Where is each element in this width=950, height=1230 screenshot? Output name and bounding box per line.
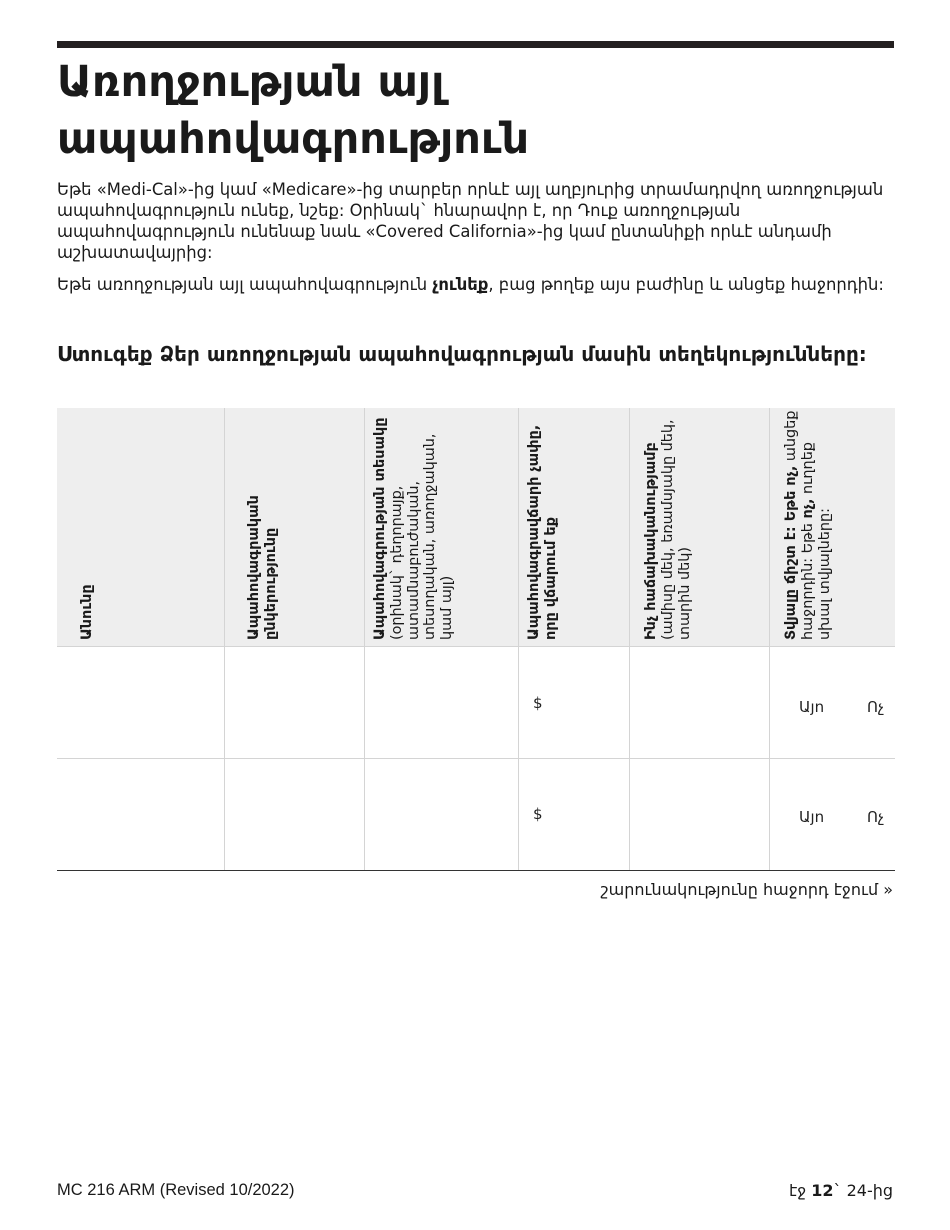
header-premium: Ապահովագրավճարի չափը, որը վճարում եք bbox=[526, 424, 559, 640]
table-bottom-rule bbox=[57, 870, 895, 871]
top-rule bbox=[57, 41, 894, 48]
intro-paragraph: Եթե «Medi-Cal»-ից կամ «Medicare»-ից տարբեր որևէ այլ աղբյուրից տրամադրվող առողջության ապահովագրություն ունեք, նշեք: Օրինակ` հնարավոր է, որ Դուք առողջության ապահովագրություն ունենաք նաև «Covered California»-ից կամ ընտանիքի որևէ անդամի աշխատավայրից: bbox=[57, 180, 884, 262]
yes-option[interactable]: Այո bbox=[799, 698, 825, 716]
header-provider: Ապահովագրական ընկերությունը bbox=[246, 495, 279, 640]
continued-next-page: շարունակությունը հաջորդ էջում » bbox=[600, 880, 893, 899]
row-divider bbox=[57, 646, 895, 647]
yes-option[interactable]: Այո bbox=[799, 808, 825, 826]
header-frequency: Ինչ հաճախականությամբ (ամիսը մեկ, եռամսյակը մեկ, տարին մեկ) bbox=[643, 419, 693, 640]
header-correct: Տվյալը ճիշտ է: Եթե ոչ, անցեք հաջորդին: Եթե ոչ, ուղղեք սխալ տվյալները: bbox=[783, 410, 833, 640]
header-coverage-type: Ապահովագրության տեսակը (օրինակ` դեղորայք, ատամնաբուժական, տեսողական, առողջական, կամ այլ) bbox=[372, 417, 456, 640]
row-divider bbox=[57, 758, 895, 759]
no-option[interactable]: Ոչ bbox=[867, 698, 885, 716]
emphasis-no: չունեք bbox=[432, 275, 489, 294]
no-option[interactable]: Ոչ bbox=[867, 808, 885, 826]
premium-currency: $ bbox=[533, 805, 543, 823]
table-heading: Ստուգեք Ձեր առողջության ապահովագրության մասին տեղեկությունները: bbox=[57, 342, 867, 366]
page-number: էջ 12` 24-ից bbox=[788, 1181, 893, 1200]
header-name: Անունը bbox=[79, 584, 95, 640]
section-title: Առողջության այլ ապահովագրություն bbox=[57, 57, 530, 164]
premium-currency: $ bbox=[533, 694, 543, 712]
skip-instruction: Եթե առողջության այլ ապահովագրություն չունեք, բաց թողեք այս բաժինը և անցեք հաջորդին: bbox=[57, 275, 884, 294]
insurance-table bbox=[57, 408, 895, 871]
form-id: MC 216 ARM (Revised 10/2022) bbox=[57, 1181, 295, 1199]
